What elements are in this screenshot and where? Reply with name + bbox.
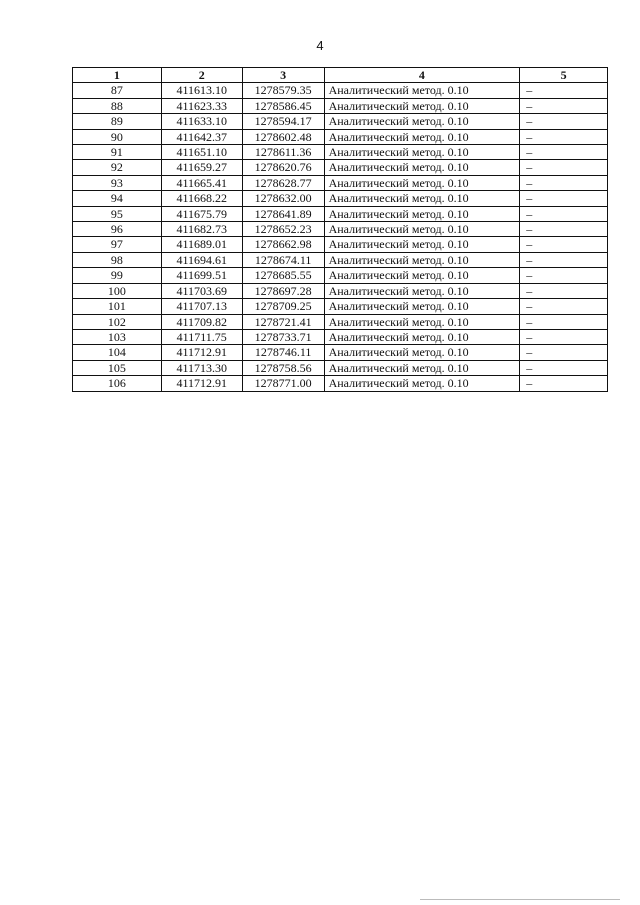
x-coordinate-cell: 411703.69 xyxy=(161,283,242,298)
table-row xyxy=(73,129,608,144)
x-coordinate-cell: 411682.73 xyxy=(161,222,242,237)
point-number-cell: 96 xyxy=(73,222,162,237)
table-header-row xyxy=(73,68,608,83)
point-number-cell: 87 xyxy=(73,83,162,98)
x-coordinate-cell: 411613.10 xyxy=(161,83,242,98)
description-cell: – xyxy=(520,145,608,160)
table-row xyxy=(73,283,608,298)
table-row xyxy=(73,160,608,175)
table-row xyxy=(73,329,608,344)
point-number-cell: 100 xyxy=(73,283,162,298)
x-coordinate-cell: 411712.91 xyxy=(161,345,242,360)
coordinates-table xyxy=(72,67,608,392)
method-accuracy-cell: Аналитический метод. 0.10 xyxy=(324,145,520,160)
x-coordinate-cell: 411694.61 xyxy=(161,252,242,267)
point-number-cell: 99 xyxy=(73,268,162,283)
y-coordinate-cell: 1278652.23 xyxy=(242,222,324,237)
x-coordinate-cell: 411668.22 xyxy=(161,191,242,206)
y-coordinate-cell: 1278758.56 xyxy=(242,360,324,375)
table-row xyxy=(73,268,608,283)
table-row xyxy=(73,237,608,252)
method-accuracy-cell: Аналитический метод. 0.10 xyxy=(324,345,520,360)
point-number-cell: 103 xyxy=(73,329,162,344)
description-cell: – xyxy=(520,345,608,360)
column-header-3: 3 xyxy=(242,68,324,83)
table-row xyxy=(73,83,608,98)
method-accuracy-cell: Аналитический метод. 0.10 xyxy=(324,314,520,329)
description-cell: – xyxy=(520,237,608,252)
y-coordinate-cell: 1278586.45 xyxy=(242,98,324,113)
method-accuracy-cell: Аналитический метод. 0.10 xyxy=(324,222,520,237)
table-row xyxy=(73,191,608,206)
y-coordinate-cell: 1278733.71 xyxy=(242,329,324,344)
x-coordinate-cell: 411675.79 xyxy=(161,206,242,221)
method-accuracy-cell: Аналитический метод. 0.10 xyxy=(324,237,520,252)
description-cell: – xyxy=(520,206,608,221)
description-cell: – xyxy=(520,329,608,344)
y-coordinate-cell: 1278771.00 xyxy=(242,376,324,391)
point-number-cell: 91 xyxy=(73,145,162,160)
y-coordinate-cell: 1278746.11 xyxy=(242,345,324,360)
point-number-cell: 102 xyxy=(73,314,162,329)
point-number-cell: 92 xyxy=(73,160,162,175)
page-number: 4 xyxy=(316,38,324,53)
x-coordinate-cell: 411633.10 xyxy=(161,114,242,129)
method-accuracy-cell: Аналитический метод. 0.10 xyxy=(324,360,520,375)
x-coordinate-cell: 411707.13 xyxy=(161,299,242,314)
table-row xyxy=(73,175,608,190)
point-number-cell: 90 xyxy=(73,129,162,144)
description-cell: – xyxy=(520,175,608,190)
point-number-cell: 105 xyxy=(73,360,162,375)
description-cell: – xyxy=(520,160,608,175)
x-coordinate-cell: 411699.51 xyxy=(161,268,242,283)
x-coordinate-cell: 411713.30 xyxy=(161,360,242,375)
description-cell: – xyxy=(520,222,608,237)
column-header-1: 1 xyxy=(73,68,162,83)
description-cell: – xyxy=(520,283,608,298)
table-row xyxy=(73,314,608,329)
description-cell: – xyxy=(520,252,608,267)
x-coordinate-cell: 411651.10 xyxy=(161,145,242,160)
table-row xyxy=(73,376,608,391)
point-number-cell: 94 xyxy=(73,191,162,206)
point-number-cell: 95 xyxy=(73,206,162,221)
method-accuracy-cell: Аналитический метод. 0.10 xyxy=(324,299,520,314)
column-header-4: 4 xyxy=(324,68,520,83)
point-number-cell: 97 xyxy=(73,237,162,252)
x-coordinate-cell: 411665.41 xyxy=(161,175,242,190)
method-accuracy-cell: Аналитический метод. 0.10 xyxy=(324,191,520,206)
table-row xyxy=(73,360,608,375)
y-coordinate-cell: 1278611.36 xyxy=(242,145,324,160)
table-row xyxy=(73,345,608,360)
column-header-2: 2 xyxy=(161,68,242,83)
y-coordinate-cell: 1278641.89 xyxy=(242,206,324,221)
point-number-cell: 88 xyxy=(73,98,162,113)
y-coordinate-cell: 1278721.41 xyxy=(242,314,324,329)
point-number-cell: 89 xyxy=(73,114,162,129)
table-row xyxy=(73,206,608,221)
x-coordinate-cell: 411709.82 xyxy=(161,314,242,329)
method-accuracy-cell: Аналитический метод. 0.10 xyxy=(324,252,520,267)
description-cell: – xyxy=(520,98,608,113)
table-row xyxy=(73,98,608,113)
description-cell: – xyxy=(520,114,608,129)
y-coordinate-cell: 1278594.17 xyxy=(242,114,324,129)
x-coordinate-cell: 411623.33 xyxy=(161,98,242,113)
y-coordinate-cell: 1278697.28 xyxy=(242,283,324,298)
point-number-cell: 104 xyxy=(73,345,162,360)
method-accuracy-cell: Аналитический метод. 0.10 xyxy=(324,83,520,98)
table-row xyxy=(73,299,608,314)
y-coordinate-cell: 1278662.98 xyxy=(242,237,324,252)
point-number-cell: 98 xyxy=(73,252,162,267)
column-header-5: 5 xyxy=(520,68,608,83)
y-coordinate-cell: 1278602.48 xyxy=(242,129,324,144)
method-accuracy-cell: Аналитический метод. 0.10 xyxy=(324,160,520,175)
point-number-cell: 93 xyxy=(73,175,162,190)
y-coordinate-cell: 1278628.77 xyxy=(242,175,324,190)
method-accuracy-cell: Аналитический метод. 0.10 xyxy=(324,175,520,190)
table-row xyxy=(73,145,608,160)
method-accuracy-cell: Аналитический метод. 0.10 xyxy=(324,129,520,144)
method-accuracy-cell: Аналитический метод. 0.10 xyxy=(324,206,520,221)
scan-edge-line xyxy=(420,899,620,900)
description-cell: – xyxy=(520,268,608,283)
table-body xyxy=(73,83,608,391)
table-row xyxy=(73,252,608,267)
y-coordinate-cell: 1278632.00 xyxy=(242,191,324,206)
table-row xyxy=(73,114,608,129)
y-coordinate-cell: 1278579.35 xyxy=(242,83,324,98)
table-row xyxy=(73,222,608,237)
description-cell: – xyxy=(520,83,608,98)
x-coordinate-cell: 411712.91 xyxy=(161,376,242,391)
point-number-cell: 106 xyxy=(73,376,162,391)
method-accuracy-cell: Аналитический метод. 0.10 xyxy=(324,283,520,298)
description-cell: – xyxy=(520,376,608,391)
y-coordinate-cell: 1278620.76 xyxy=(242,160,324,175)
method-accuracy-cell: Аналитический метод. 0.10 xyxy=(324,268,520,283)
x-coordinate-cell: 411689.01 xyxy=(161,237,242,252)
description-cell: – xyxy=(520,129,608,144)
description-cell: – xyxy=(520,314,608,329)
x-coordinate-cell: 411711.75 xyxy=(161,329,242,344)
point-number-cell: 101 xyxy=(73,299,162,314)
x-coordinate-cell: 411642.37 xyxy=(161,129,242,144)
method-accuracy-cell: Аналитический метод. 0.10 xyxy=(324,98,520,113)
y-coordinate-cell: 1278709.25 xyxy=(242,299,324,314)
y-coordinate-cell: 1278674.11 xyxy=(242,252,324,267)
description-cell: – xyxy=(520,299,608,314)
method-accuracy-cell: Аналитический метод. 0.10 xyxy=(324,114,520,129)
x-coordinate-cell: 411659.27 xyxy=(161,160,242,175)
description-cell: – xyxy=(520,360,608,375)
y-coordinate-cell: 1278685.55 xyxy=(242,268,324,283)
method-accuracy-cell: Аналитический метод. 0.10 xyxy=(324,329,520,344)
description-cell: – xyxy=(520,191,608,206)
method-accuracy-cell: Аналитический метод. 0.10 xyxy=(324,376,520,391)
